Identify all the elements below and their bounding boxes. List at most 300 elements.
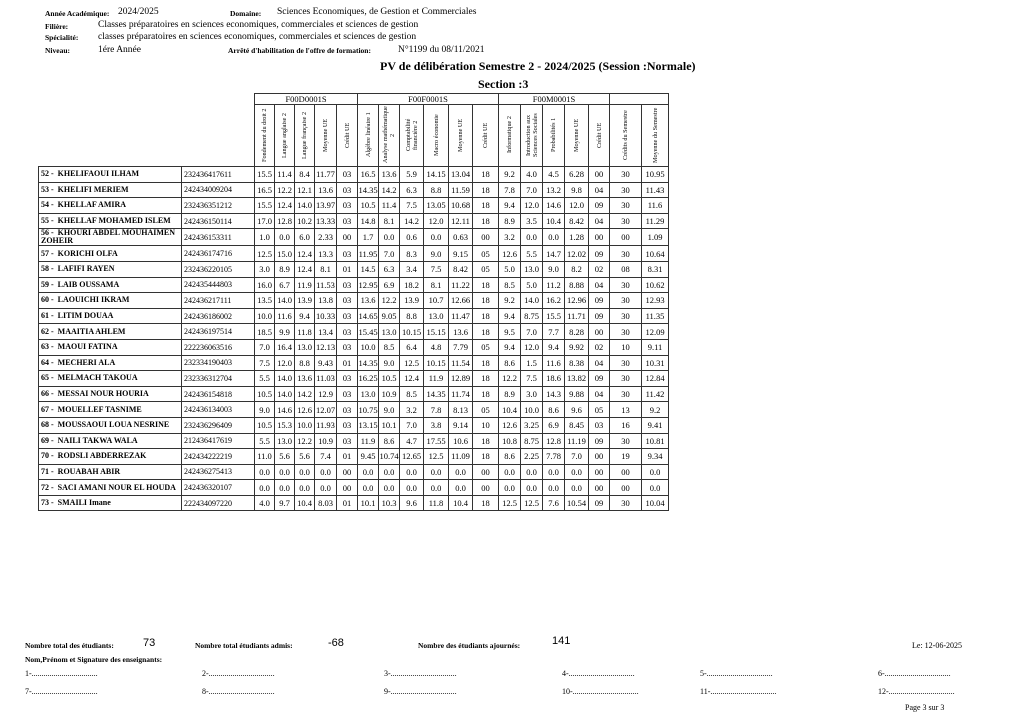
grade-cell: 11.95 [358, 246, 379, 262]
column-header [424, 105, 449, 167]
table-row [39, 308, 669, 324]
grade-cell: 11.8 [424, 495, 449, 511]
column-header-label: Macro économie [432, 113, 440, 156]
grade-cell: 12.65 [400, 449, 424, 465]
grade-cell: 0.0 [543, 464, 565, 480]
grade-cell: 10.4 [499, 402, 521, 418]
grade-cell: 8.5 [379, 339, 400, 355]
grade-cell: 14.6 [543, 198, 565, 214]
grade-cell: 0.0 [358, 480, 379, 496]
grade-cell: 16.2 [543, 293, 565, 309]
grade-cell: 0.0 [543, 229, 565, 246]
grade-cell: 15.45 [358, 324, 379, 340]
grade-cell: 10.9 [315, 433, 337, 449]
grade-cell: 18.6 [543, 371, 565, 387]
grade-cell: 17.0 [255, 213, 275, 229]
grade-cell: 14.0 [521, 293, 543, 309]
table-row [39, 277, 669, 293]
grade-cell: 0.0 [379, 229, 400, 246]
grade-cell: 9.15 [449, 246, 473, 262]
student-number: 55 - [41, 216, 54, 226]
grade-cell: 10.6 [449, 433, 473, 449]
grade-cell: 14.15 [424, 167, 449, 183]
column-header-label: Analyse mathématique 2 [382, 106, 396, 163]
grade-cell: 6.0 [295, 229, 315, 246]
table-row [39, 495, 669, 511]
grade-cell: 30 [610, 433, 642, 449]
student-name: ROUABAH ABIR [57, 466, 121, 476]
admis-label: Nombre total étudiants admis: [195, 641, 293, 650]
page-number: Page 3 sur 3 [905, 703, 945, 712]
student-name-cell [39, 277, 182, 293]
grade-cell: 10.0 [521, 402, 543, 418]
student-number: 66 - [41, 389, 54, 399]
grade-cell: 0.0 [275, 480, 295, 496]
signature-line: 10-................................. [562, 687, 639, 696]
grade-cell: 01 [337, 261, 358, 277]
grade-cell: 9.34 [642, 449, 669, 465]
grade-cell: 9.7 [275, 495, 295, 511]
grade-cell: 10.0 [295, 417, 315, 433]
grade-cell: 03 [337, 339, 358, 355]
grade-cell: 13.6 [315, 182, 337, 198]
grade-cell: 11.74 [449, 386, 473, 402]
grade-cell: 10.15 [400, 324, 424, 340]
grade-cell: 13.3 [315, 246, 337, 262]
grade-cell: 6.7 [275, 277, 295, 293]
grade-cell: 11.6 [275, 308, 295, 324]
student-name-cell [39, 308, 182, 324]
column-header-label: Moyenne du Semestre [651, 106, 659, 163]
grade-cell: 11.9 [424, 371, 449, 387]
signature-line: 1-................................. [25, 669, 98, 678]
grade-cell: 5.5 [521, 246, 543, 262]
grade-cell: 8.28 [565, 324, 589, 340]
grade-cell: 12.2 [379, 293, 400, 309]
column-header [543, 105, 565, 167]
grade-cell: 05 [473, 261, 499, 277]
signature-line: 8-................................. [202, 687, 275, 696]
grade-cell: 03 [337, 198, 358, 214]
student-name: SACI AMANI NOUR EL HOUDA [57, 482, 176, 492]
grade-cell: 11.59 [449, 182, 473, 198]
table-row [39, 182, 669, 198]
student-name: KHELLAF AMIRA [57, 200, 127, 210]
student-name: MAAITIA AHLEM [57, 326, 126, 336]
grade-cell: 0.63 [449, 229, 473, 246]
column-header [565, 105, 589, 167]
grade-cell: 10.04 [642, 495, 669, 511]
grade-cell: 12.11 [449, 213, 473, 229]
grade-cell: 10.15 [424, 355, 449, 371]
grade-cell: 16.5 [255, 182, 275, 198]
grade-cell: 18 [473, 277, 499, 293]
grade-cell: 12.2 [499, 371, 521, 387]
domaine-label: Domaine: [230, 9, 262, 18]
grade-cell: 9.9 [275, 324, 295, 340]
grade-cell: 03 [337, 182, 358, 198]
grade-cell: 0.0 [642, 464, 669, 480]
grade-cell: 8.9 [499, 213, 521, 229]
grade-cell: 2.33 [315, 229, 337, 246]
grade-cell: 18 [473, 213, 499, 229]
grade-cell: 1.0 [255, 229, 275, 246]
grade-cell: 09 [589, 246, 610, 262]
grade-cell: 8.6 [499, 355, 521, 371]
student-name-cell [39, 324, 182, 340]
student-name: NAILI TAKWA WALA [57, 435, 138, 445]
student-name: MOUELLEF TASNIME [57, 404, 142, 414]
grade-cell: 9.4 [499, 339, 521, 355]
student-name: SMAILI Imane [57, 498, 111, 508]
grade-cell: 18 [473, 293, 499, 309]
grade-cell: 10.64 [642, 246, 669, 262]
grade-cell: 11.77 [315, 167, 337, 183]
signature-line: 6-................................. [878, 669, 951, 678]
student-number: 59 - [41, 279, 54, 289]
niveau-value: 1ére Année [98, 45, 141, 55]
table-row [39, 167, 669, 183]
grade-cell: 9.43 [315, 355, 337, 371]
grade-cell: 30 [610, 324, 642, 340]
student-name: KORICHI OLFA [57, 248, 118, 258]
annee-value: 2024/2025 [118, 7, 159, 17]
grade-cell: 12.96 [565, 293, 589, 309]
grade-cell: 10.54 [565, 495, 589, 511]
grade-cell: 8.3 [400, 246, 424, 262]
grade-cell: 05 [589, 402, 610, 418]
column-header [337, 105, 358, 167]
grade-cell: 8.2 [565, 261, 589, 277]
grade-cell: 10.1 [358, 495, 379, 511]
signature-line: 9-................................. [384, 687, 457, 696]
student-number: 57 - [41, 248, 54, 258]
student-number: 58 - [41, 264, 54, 274]
student-name: LAIB OUSSAMA [57, 279, 120, 289]
grade-cell: 12.4 [295, 246, 315, 262]
grade-cell: 9.2 [499, 293, 521, 309]
grade-cell: 8.5 [499, 277, 521, 293]
grade-cell: 8.31 [642, 261, 669, 277]
grade-cell: 12.95 [358, 277, 379, 293]
grade-cell: 03 [337, 308, 358, 324]
grade-cell: 11.19 [565, 433, 589, 449]
grade-cell: 18 [473, 433, 499, 449]
grade-cell: 11.4 [379, 198, 400, 214]
grade-cell: 8.1 [379, 213, 400, 229]
table-row [39, 324, 669, 340]
ajournes-label: Nombre des étudiants ajournés: [418, 641, 521, 650]
table-row [39, 339, 669, 355]
grade-cell: 9.0 [543, 261, 565, 277]
column-header-label: Probabilités 1 [550, 117, 557, 152]
grade-cell: 03 [337, 167, 358, 183]
grade-cell: 4.8 [424, 339, 449, 355]
grade-cell: 14.8 [358, 213, 379, 229]
grade-cell: 10.4 [543, 213, 565, 229]
grade-cell: 00 [589, 449, 610, 465]
grade-cell: 11.53 [315, 277, 337, 293]
grade-cell: 9.4 [295, 308, 315, 324]
student-name: LITIM DOUAA [57, 311, 114, 321]
column-header-label: Moyenne UE [573, 117, 580, 152]
grade-cell: 8.9 [275, 261, 295, 277]
grade-cell: 8.75 [521, 433, 543, 449]
grade-cell: 12.0 [521, 198, 543, 214]
grade-cell: 12.5 [521, 495, 543, 511]
grade-cell: 12.4 [275, 198, 295, 214]
grade-cell: 5.0 [499, 261, 521, 277]
grade-cell: 13.9 [295, 293, 315, 309]
grade-cell: 3.2 [400, 402, 424, 418]
student-name-cell [39, 449, 182, 465]
grade-cell: 12.93 [642, 293, 669, 309]
grade-cell: 19 [610, 449, 642, 465]
student-number: 53 - [41, 184, 54, 194]
grade-cell: 09 [589, 308, 610, 324]
grade-cell: 30 [610, 213, 642, 229]
grade-cell: 8.42 [565, 213, 589, 229]
grade-cell: 0.0 [424, 229, 449, 246]
grade-cell: 9.41 [642, 417, 669, 433]
table-row [39, 198, 669, 214]
signature-line: 2-................................. [202, 669, 275, 678]
grade-cell: 30 [610, 167, 642, 183]
grade-cell: 10 [610, 339, 642, 355]
grade-cell: 8.6 [379, 433, 400, 449]
ue-group-3: F00M0001S [499, 94, 610, 105]
grade-cell: 18 [473, 449, 499, 465]
grade-cell: 8.1 [424, 277, 449, 293]
grade-cell: 8.6 [499, 449, 521, 465]
student-matricule: 232436296409 [182, 417, 255, 433]
grade-cell: 14.0 [275, 293, 295, 309]
column-header [275, 105, 295, 167]
grade-cell: 30 [610, 371, 642, 387]
student-name-cell [39, 371, 182, 387]
grade-cell: 18 [473, 167, 499, 183]
grade-cell: 12.07 [315, 402, 337, 418]
student-matricule: 242436150114 [182, 213, 255, 229]
grade-cell: 10 [473, 417, 499, 433]
student-name: MAOUI FATINA [57, 342, 118, 352]
domaine-value: Sciences Economiques, de Gestion et Commerciales [277, 7, 477, 17]
student-number: 63 - [41, 342, 54, 352]
column-header [610, 105, 642, 167]
grade-cell: 13.6 [449, 324, 473, 340]
grade-cell: 7.0 [400, 417, 424, 433]
grade-cell: 14.5 [358, 261, 379, 277]
grade-cell: 12.4 [295, 261, 315, 277]
student-matricule: 242436197514 [182, 324, 255, 340]
grade-cell: 00 [337, 464, 358, 480]
column-header [521, 105, 543, 167]
grade-cell: 3.25 [521, 417, 543, 433]
grade-cell: 9.88 [565, 386, 589, 402]
grade-cell: 18 [473, 308, 499, 324]
grade-cell: 5.5 [255, 371, 275, 387]
student-matricule: 242434222219 [182, 449, 255, 465]
grade-cell: 11.35 [642, 308, 669, 324]
grade-cell: 30 [610, 355, 642, 371]
grade-cell: 16.5 [358, 167, 379, 183]
grade-cell: 7.0 [379, 246, 400, 262]
column-header [358, 105, 379, 167]
grade-cell: 02 [589, 339, 610, 355]
grade-cell: 12.09 [642, 324, 669, 340]
student-name-cell [39, 167, 182, 183]
table-row [39, 480, 669, 496]
grade-cell: 0.0 [499, 464, 521, 480]
student-name-cell [39, 261, 182, 277]
grade-cell: 15.5 [255, 167, 275, 183]
grade-cell: 10.4 [295, 495, 315, 511]
section-title: Section :3 [478, 77, 529, 91]
grade-cell: 0.0 [295, 480, 315, 496]
grade-cell: 7.0 [521, 182, 543, 198]
grade-cell: 2.25 [521, 449, 543, 465]
grade-cell: 12.84 [642, 371, 669, 387]
grade-cell: 11.29 [642, 213, 669, 229]
grade-cell: 13.0 [295, 339, 315, 355]
student-name: KHELIFI MERIEM [57, 184, 129, 194]
grade-cell: 14.35 [424, 386, 449, 402]
grade-cell: 15.5 [543, 308, 565, 324]
grade-cell: 9.0 [424, 246, 449, 262]
student-matricule: 242436153311 [182, 229, 255, 246]
grade-cell: 00 [610, 480, 642, 496]
grade-cell: 11.93 [315, 417, 337, 433]
arrete-label: Arrêté d'habilitation de l'offre de formation: [228, 46, 371, 55]
grade-cell: 10.68 [449, 198, 473, 214]
grade-cell: 10.0 [358, 339, 379, 355]
grade-cell: 8.42 [449, 261, 473, 277]
grade-cell: 0.0 [275, 229, 295, 246]
grade-cell: 15.0 [275, 246, 295, 262]
grade-cell: 8.8 [424, 182, 449, 198]
grade-cell: 13 [610, 402, 642, 418]
grade-cell: 14.3 [543, 386, 565, 402]
column-header-label: Crédits du Semestre [622, 109, 629, 160]
grade-cell: 12.2 [295, 433, 315, 449]
grade-cell: 11.54 [449, 355, 473, 371]
grade-cell: 30 [610, 198, 642, 214]
grade-cell: 08 [610, 261, 642, 277]
grade-cell: 15.3 [275, 417, 295, 433]
student-number: 68 - [41, 420, 54, 430]
grade-cell: 16.0 [255, 277, 275, 293]
column-header-label: Langue française 2 [301, 110, 308, 159]
grade-cell: 6.3 [379, 261, 400, 277]
grade-cell: 0.0 [449, 464, 473, 480]
student-matricule: 222236063516 [182, 339, 255, 355]
grade-cell: 5.9 [400, 167, 424, 183]
grade-cell: 0.0 [424, 464, 449, 480]
student-name-cell [39, 386, 182, 402]
grade-cell: 11.03 [315, 371, 337, 387]
grade-cell: 11.9 [358, 433, 379, 449]
student-number: 52 - [41, 169, 54, 179]
grade-cell: 18 [473, 371, 499, 387]
grade-cell: 0.0 [499, 480, 521, 496]
grade-cell: 10.95 [642, 167, 669, 183]
student-number: 70 - [41, 451, 54, 461]
student-name: LAFIFI RAYEN [57, 264, 115, 274]
grade-cell: 9.8 [565, 182, 589, 198]
column-header-label: Crédit UE [482, 121, 489, 148]
grade-cell: 9.6 [565, 402, 589, 418]
grade-cell: 11.47 [449, 308, 473, 324]
grade-cell: 12.6 [499, 417, 521, 433]
grade-cell: 10.33 [315, 308, 337, 324]
grade-cell: 0.0 [315, 464, 337, 480]
grade-cell: 0.0 [400, 480, 424, 496]
grade-cell: 04 [589, 386, 610, 402]
grade-cell: 13.9 [400, 293, 424, 309]
grade-cell: 13.8 [315, 293, 337, 309]
grade-cell: 8.38 [565, 355, 589, 371]
grade-cell: 12.1 [295, 182, 315, 198]
grade-cell: 8.75 [521, 308, 543, 324]
grade-cell: 09 [589, 433, 610, 449]
grade-cell: 0.0 [565, 464, 589, 480]
grade-cell: 9.11 [642, 339, 669, 355]
table-row [39, 355, 669, 371]
grade-cell: 16.25 [358, 371, 379, 387]
column-header-label: Comptabilité financière 2 [404, 118, 419, 151]
filiere-label: Filière: [45, 22, 69, 31]
grade-cell: 7.4 [315, 449, 337, 465]
grade-cell: 00 [337, 480, 358, 496]
student-matricule: 242434009204 [182, 182, 255, 198]
ue-group-2: F00F0001S [358, 94, 499, 105]
grade-cell: 9.45 [358, 449, 379, 465]
grade-cell: 9.2 [499, 167, 521, 183]
grade-cell: 14.0 [295, 198, 315, 214]
student-name-cell [39, 213, 182, 229]
grade-cell: 7.78 [543, 449, 565, 465]
table-row [39, 386, 669, 402]
grade-cell: 14.2 [295, 386, 315, 402]
student-name-cell [39, 433, 182, 449]
student-name-cell [39, 182, 182, 198]
grade-cell: 7.0 [521, 324, 543, 340]
grade-cell: 00 [610, 464, 642, 480]
student-name: MECHERI ALA [57, 357, 116, 367]
grade-cell: 13.0 [275, 433, 295, 449]
grade-cell: 10.4 [449, 495, 473, 511]
table-row [39, 433, 669, 449]
column-header-label: Introduction aux Sciences Sociales [524, 112, 539, 157]
grade-cell: 14.35 [358, 182, 379, 198]
signature-line: 11-................................. [700, 687, 777, 696]
grade-cell: 0.0 [379, 464, 400, 480]
grade-cell: 0.0 [255, 464, 275, 480]
student-name-cell [39, 198, 182, 214]
grade-cell: 8.6 [543, 402, 565, 418]
grade-cell: 5.6 [295, 449, 315, 465]
grade-cell: 13.04 [449, 167, 473, 183]
grade-cell: 6.9 [543, 417, 565, 433]
student-matricule: 242436174716 [182, 246, 255, 262]
grade-cell: 5.0 [521, 277, 543, 293]
column-header-label: Langue anglaise 2 [281, 112, 288, 158]
student-name: KHOURI ABDEL MOUHAIMEN ZOHEIR [41, 228, 176, 246]
grade-cell: 10.1 [379, 417, 400, 433]
grade-cell: 11.9 [295, 277, 315, 293]
table-row [39, 229, 669, 246]
student-number: 60 - [41, 295, 54, 305]
